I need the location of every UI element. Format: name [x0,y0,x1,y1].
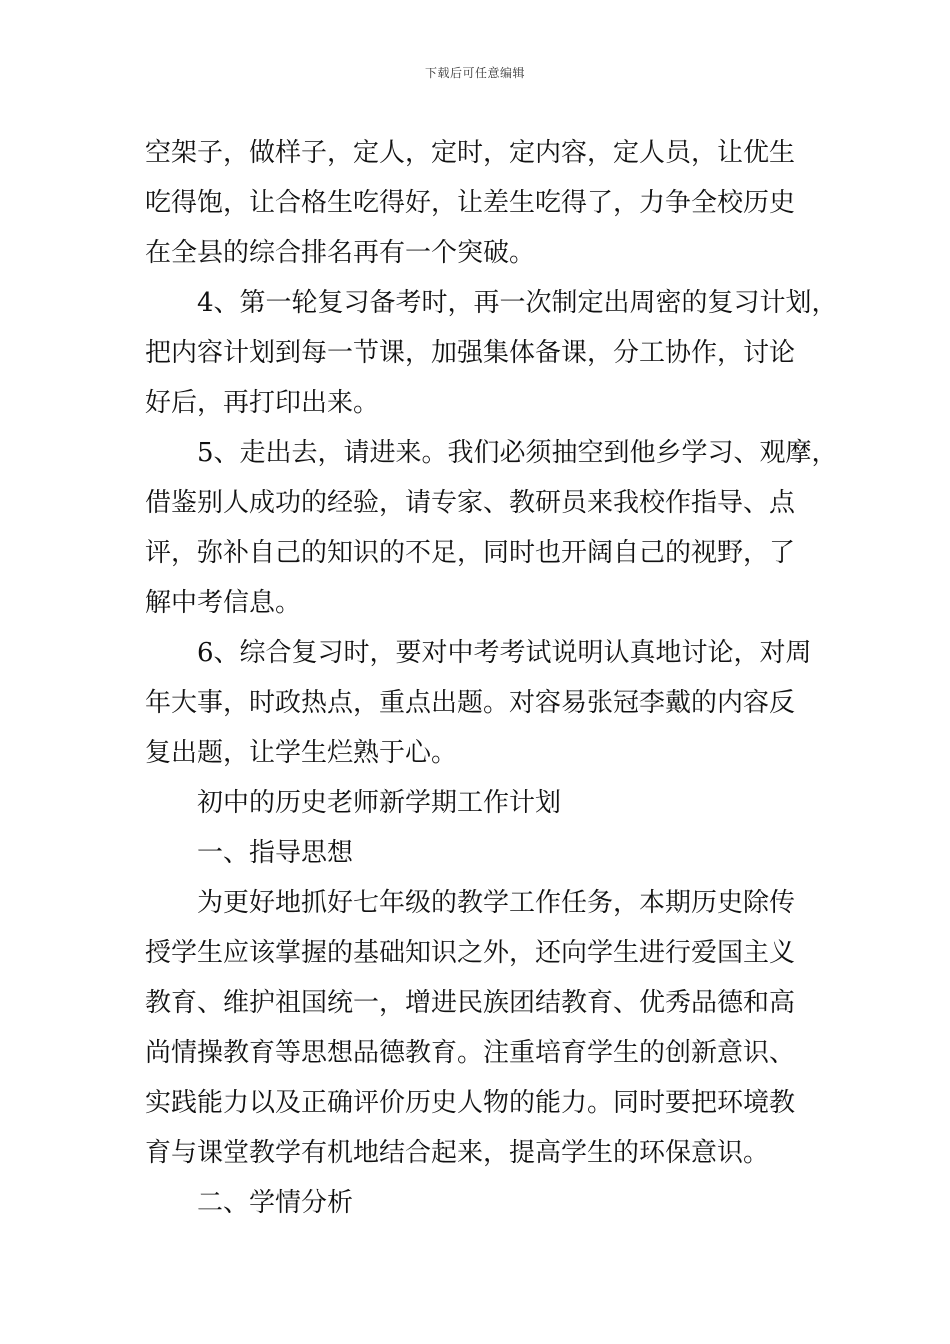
text-line: 借鉴别人成功的经验，请专家、教研员来我校作指导、点 [145,488,796,518]
text-line: 育与课堂教学有机地结合起来，提高学生的环保意识。 [145,1138,770,1168]
text-line: 授学生应该掌握的基础知识之外，还向学生进行爱国主义 [145,938,796,968]
text-line: 把内容计划到每一节课，加强集体备课，分工协作，讨论 [145,338,796,368]
text-line: 为更好地抓好七年级的教学工作任务，本期历史除传 [197,888,796,918]
section-title: 初中的历史老师新学期工作计划 [197,788,562,818]
text-line: 复出题，让学生烂熟于心。 [145,738,458,768]
text-line: 尚情操教育等思想品德教育。注重培育学生的创新意识、 [145,1038,796,1068]
text-line: 好后，再打印出来。 [145,388,380,418]
text-line: 年大事，时政热点，重点出题。对容易张冠李戴的内容反 [145,688,796,718]
section-heading: 二、学情分析 [197,1188,354,1218]
text-line: 6、综合复习时，要对中考考试说明认真地讨论，对周 [197,638,812,668]
page-header: 下载后可任意编辑 [424,66,525,80]
text-line: 在全县的综合排名再有一个突破。 [145,238,536,268]
text-line: 评，弥补自己的知识的不足，同时也开阔自己的视野，了 [145,538,796,568]
document-body [145,128,838,1228]
text-line: 吃得饱，让合格生吃得好，让差生吃得了，力争全校历史 [145,188,796,218]
text-line: 解中考信息。 [145,588,302,618]
text-line: 教育、维护祖国统一，增进民族团结教育、优秀品德和高 [145,988,796,1018]
text-line: 实践能力以及正确评价历史人物的能力。同时要把环境教 [145,1088,796,1118]
text-line: 5、走出去，请进来。我们必须抽空到他乡学习、观摩， [197,438,838,468]
text-line: 4、第一轮复习备考时，再一次制定出周密的复习计划， [197,288,838,318]
text-line: 空架子，做样子，定人，定时，定内容，定人员，让优生 [145,138,796,168]
section-heading: 一、指导思想 [197,838,354,868]
